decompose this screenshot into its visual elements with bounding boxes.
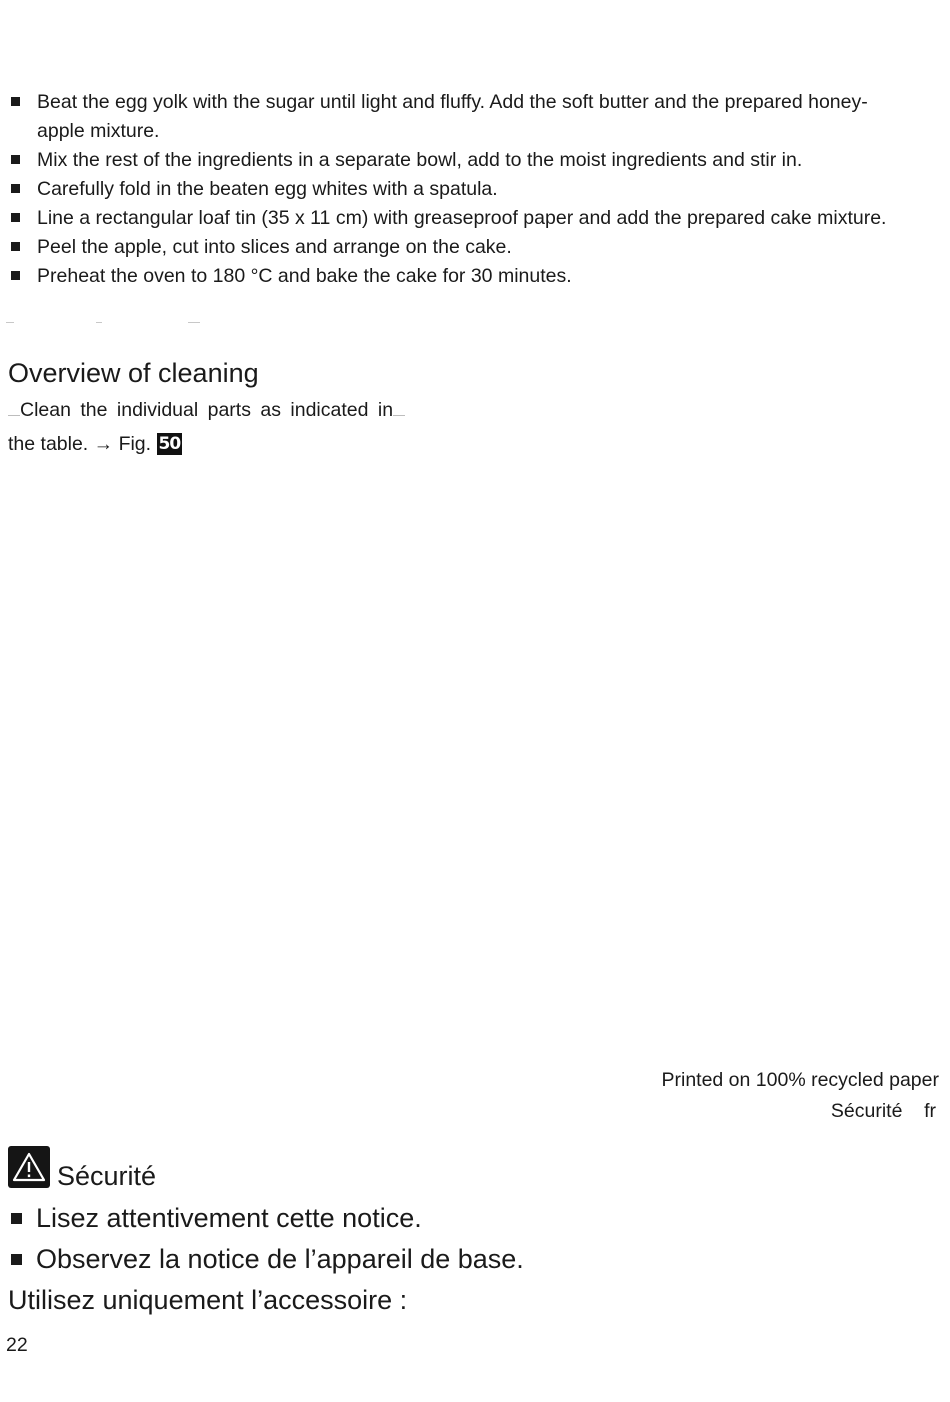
warning-icon xyxy=(8,1146,50,1188)
cleaning-instruction-line xyxy=(8,396,405,424)
cleaning-text: the table. → Fig. xyxy=(8,433,152,455)
safety-text: Observez la notice de l’appareil de base. xyxy=(36,1243,524,1274)
scan-artifact-mark xyxy=(393,415,405,416)
instruction-text: Preheat the oven to 180 °C and bake the cake for 30 minutes. xyxy=(37,265,572,287)
safety-line: Utilisez uniquement l’accessoire : xyxy=(8,1285,408,1315)
list-item xyxy=(8,1198,908,1239)
list-item xyxy=(8,146,908,175)
list-item xyxy=(8,233,908,262)
instruction-text: Beat the egg yolk with the sugar until light and fluffy. Add the soft butter and the prepared honey-apple mixture. xyxy=(37,91,868,142)
square-bullet-icon xyxy=(11,97,20,106)
instruction-text: Peel the apple, cut into slices and arrange on the cake. xyxy=(37,236,512,258)
figure-number-badge: 50 xyxy=(158,434,181,454)
list-item xyxy=(8,175,908,204)
cleaning-text: Clean the individual parts as indicated in xyxy=(20,399,394,421)
running-header: Sécurité fr xyxy=(830,1100,936,1122)
list-item xyxy=(8,204,908,233)
square-bullet-icon xyxy=(11,1254,22,1265)
list-item xyxy=(8,1239,908,1280)
list-item xyxy=(8,88,908,146)
printed-note: Printed on 100% recycled paper xyxy=(661,1069,939,1091)
square-bullet-icon xyxy=(11,213,20,222)
square-bullet-icon xyxy=(11,155,20,164)
safety-title: Sécurité xyxy=(57,1161,157,1191)
instruction-text: Line a rectangular loaf tin (35 x 11 cm) with greaseproof paper and add the prepared cake mixture. xyxy=(37,207,887,229)
cleaning-instruction-line xyxy=(8,430,182,458)
list-item xyxy=(8,262,908,291)
square-bullet-icon xyxy=(11,271,20,280)
scan-artifact-mark xyxy=(8,415,20,416)
instruction-text: Mix the rest of the ingredients in a separate bowl, add to the moist ingredients and stir in. xyxy=(37,149,803,171)
square-bullet-icon xyxy=(11,184,20,193)
recipe-instructions-list xyxy=(8,88,908,291)
page-number: 22 xyxy=(6,1334,28,1356)
square-bullet-icon xyxy=(11,1213,22,1224)
instruction-text: Carefully fold in the beaten egg whites with a spatula. xyxy=(37,178,498,200)
safety-heading xyxy=(8,1146,157,1191)
safety-text: Lisez attentivement cette notice. xyxy=(36,1203,422,1233)
safety-list xyxy=(8,1198,908,1279)
scan-artifact-marks xyxy=(6,322,206,325)
section-title: Overview of cleaning xyxy=(8,358,259,388)
square-bullet-icon xyxy=(11,242,20,251)
